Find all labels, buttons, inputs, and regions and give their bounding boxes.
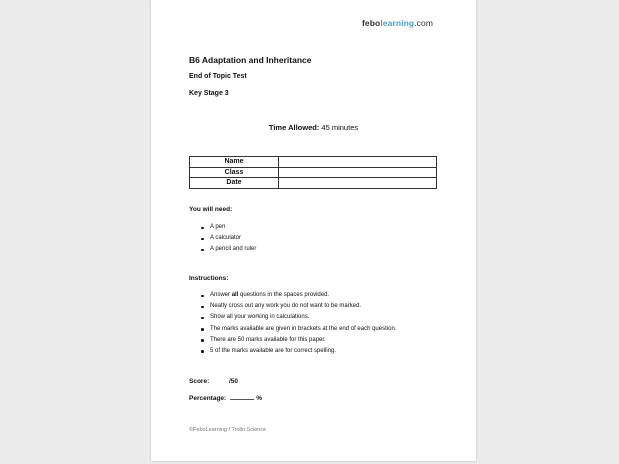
page-title: B6 Adaptation and Inheritance (189, 55, 312, 65)
logo-part-domain: .com (414, 18, 434, 28)
class-field[interactable] (279, 167, 437, 178)
table-row (190, 157, 437, 168)
list-item (201, 290, 396, 301)
table-row (190, 178, 437, 189)
time-allowed-value: 45 minutes (321, 123, 359, 132)
score-label: Score: (189, 378, 210, 385)
name-field[interactable] (279, 157, 437, 168)
brand-logo (362, 18, 433, 28)
list-item: Show all your working in calculations. (201, 312, 396, 323)
percentage-blank[interactable] (230, 393, 254, 400)
copyright-footer: ©FeboLearning / Trollo Science (189, 427, 267, 433)
logo-part-febo: febo (362, 18, 381, 28)
equipment-list (201, 222, 256, 256)
list-item: A pen (201, 222, 256, 233)
date-label: Date (190, 178, 279, 189)
score-line (189, 378, 239, 385)
logo-part-learning: learning (380, 18, 415, 28)
test-type: End of Topic Test (189, 73, 247, 80)
list-item: Neatly cross out any work you do not want to be marked. (201, 301, 396, 312)
percentage-line (189, 393, 262, 402)
instructions-heading: Instructions: (189, 275, 229, 282)
list-item: A calculator (201, 233, 256, 244)
percentage-suffix: % (256, 395, 262, 402)
instruction-text-before: Answer (210, 292, 232, 298)
list-item: A pencil and ruler (201, 244, 256, 255)
list-item: The marks available are given in brackets at the end of each question. (201, 324, 396, 335)
list-item: There are 50 marks available for this paper. (201, 335, 396, 346)
student-info-table (189, 156, 437, 189)
instruction-emphasis: all (231, 292, 239, 298)
name-label: Name (190, 157, 279, 168)
instructions-list (201, 290, 396, 357)
score-total: /50 (229, 378, 239, 385)
instruction-text-after: questions in the spaces provided. (238, 292, 330, 298)
key-stage: Key Stage 3 (189, 90, 229, 97)
table-row (190, 167, 437, 178)
time-allowed-label: Time Allowed: (268, 123, 320, 132)
class-label: Class (190, 167, 279, 178)
document-page (151, 0, 476, 461)
list-item: 5 of the marks available are for correct spelling. (201, 346, 396, 357)
percentage-label: Percentage: (189, 395, 227, 402)
time-allowed (151, 123, 476, 132)
you-will-need-heading: You will need: (189, 206, 233, 213)
date-field[interactable] (279, 178, 437, 189)
